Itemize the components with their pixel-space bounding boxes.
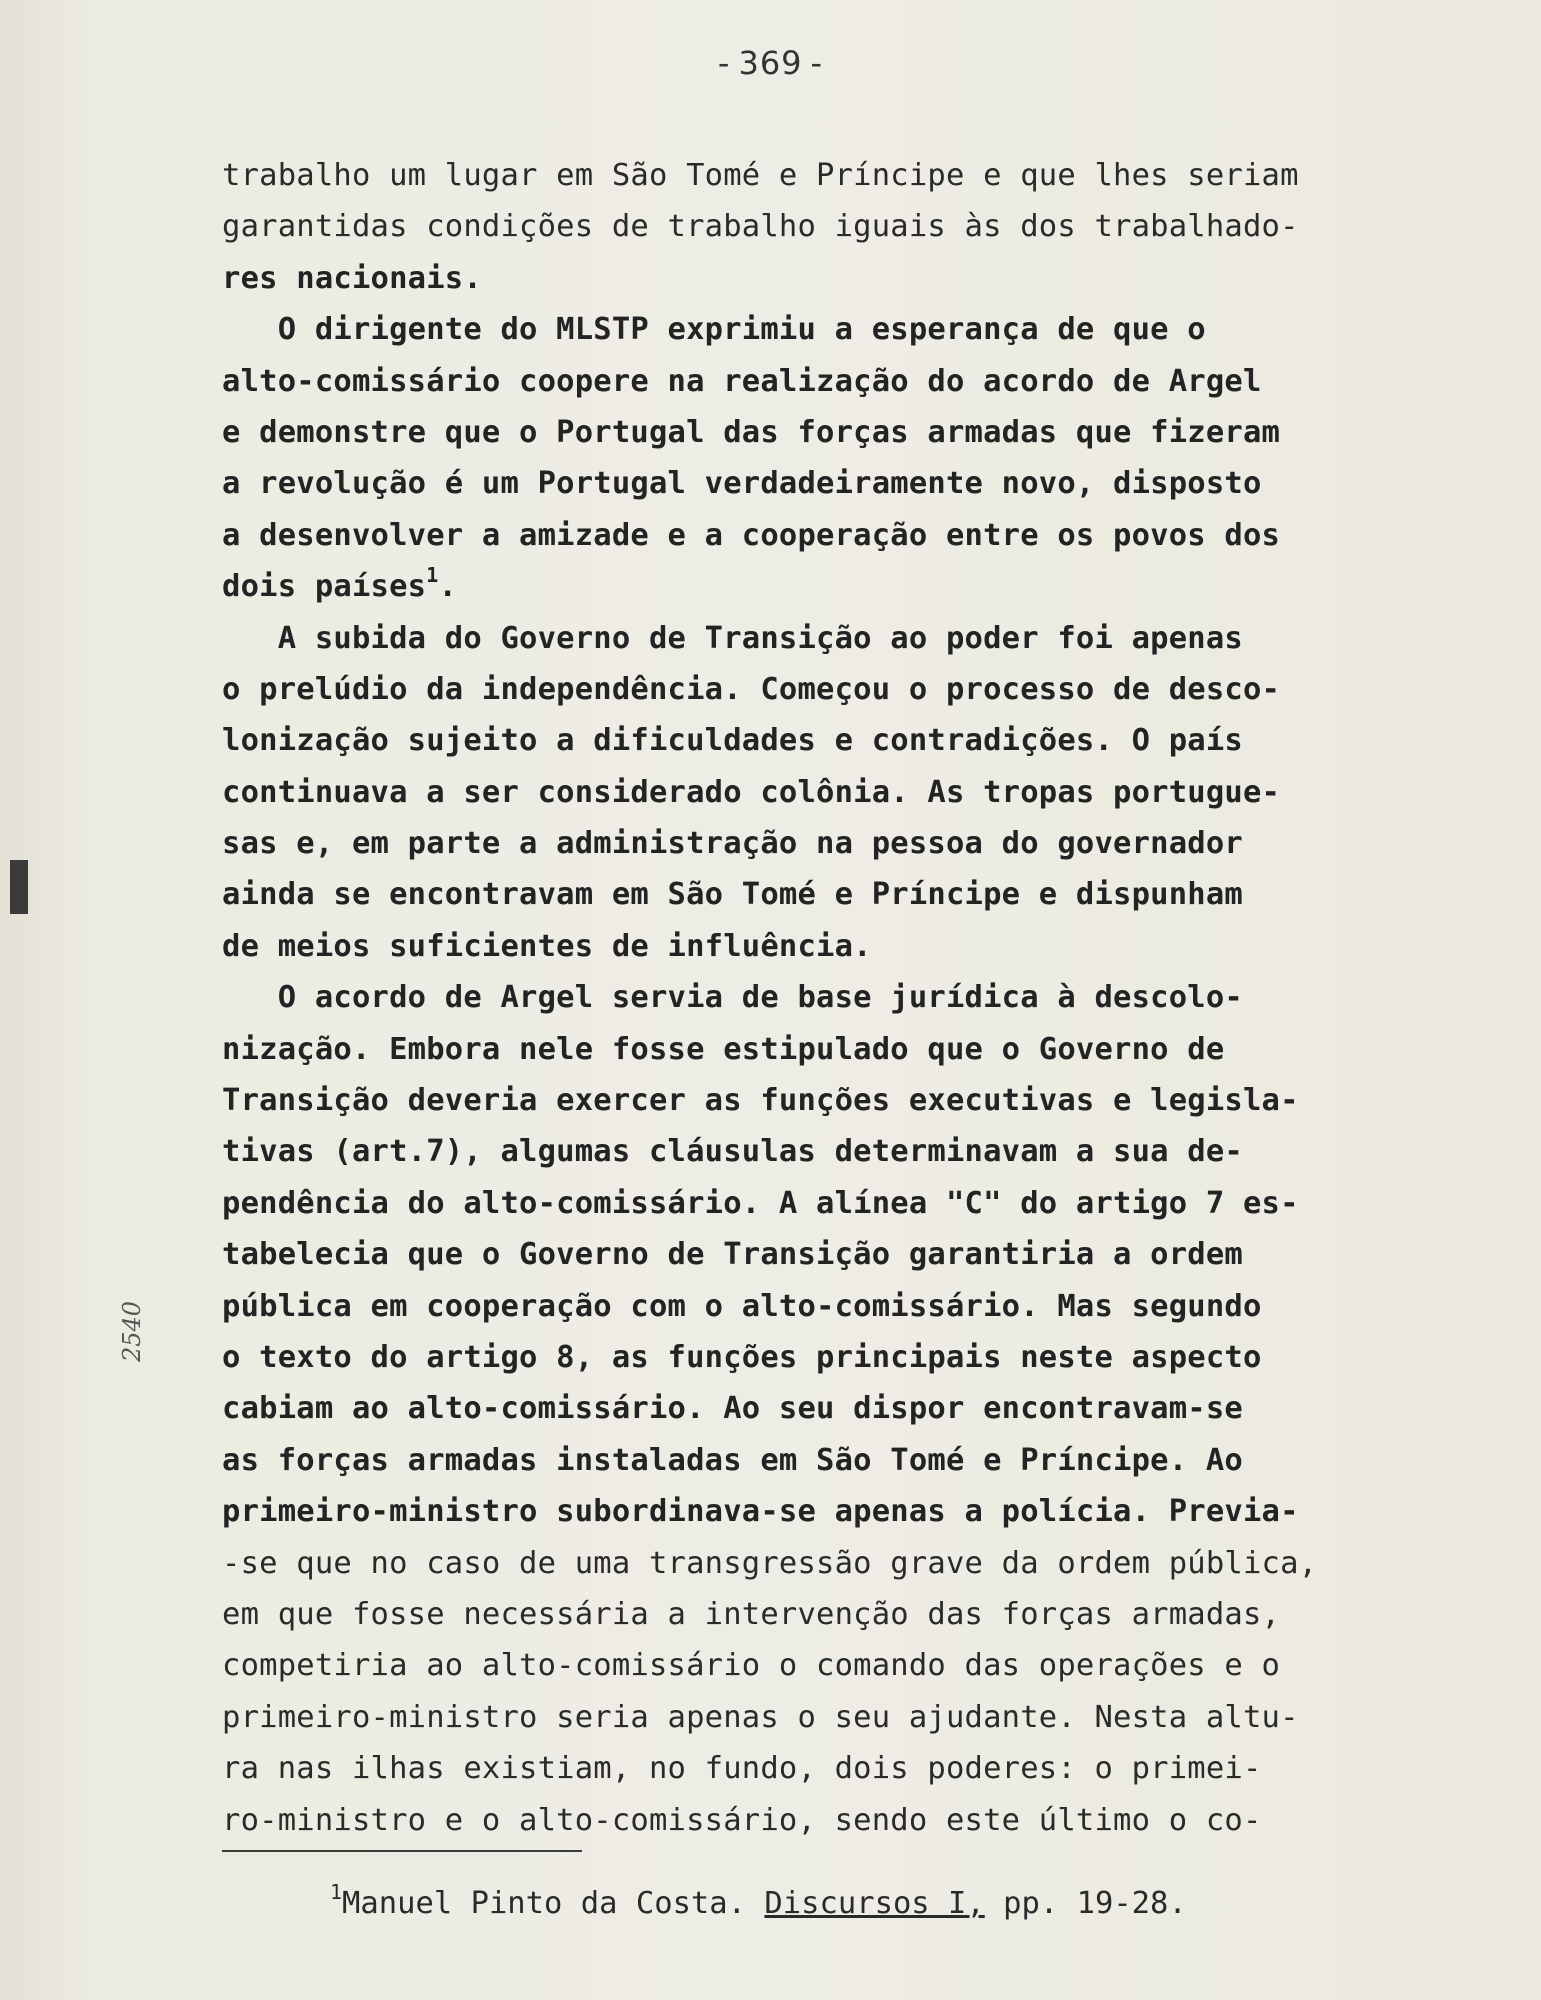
footnote-author: Manuel Pinto da Costa. bbox=[342, 1886, 747, 1921]
text-line-7: a revolução é um Portugal verdadeiramente novo, disposto bbox=[222, 466, 1262, 502]
text-line-31: primeiro-ministro seria apenas o seu ajudante. Nesta altu- bbox=[222, 1699, 1299, 1735]
footnote-pages: pp. 19-28. bbox=[1003, 1886, 1187, 1921]
footnote bbox=[330, 1880, 1187, 1921]
page-number: - 369 - bbox=[717, 44, 824, 82]
text-line-3: res nacionais. bbox=[222, 260, 482, 296]
text-line-16: de meios suficientes de influência. bbox=[222, 928, 872, 964]
text-line-2: garantidas condições de trabalho iguais às dos trabalhado- bbox=[222, 209, 1299, 245]
margin-note-text: 2540 bbox=[118, 1300, 146, 1362]
text-line-28: -se que no caso de uma transgressão grave da ordem pública, bbox=[222, 1545, 1318, 1581]
text-line-18: nização. Embora nele fosse estipulado que o Governo de bbox=[222, 1031, 1225, 1067]
text-line-22: tabelecia que o Governo de Transição garantiria a ordem bbox=[222, 1237, 1243, 1273]
text-line-25: cabiam ao alto-comissário. Ao seu dispor encontravam-se bbox=[222, 1391, 1243, 1427]
text-line-24: o texto do artigo 8, as funções principais neste aspecto bbox=[222, 1339, 1262, 1375]
footnote-divider bbox=[222, 1850, 582, 1852]
text-line-8: a desenvolver a amizade e a cooperação entre os povos dos bbox=[222, 517, 1281, 553]
binder-mark bbox=[10, 860, 28, 914]
text-line-12: lonização sujeito a dificuldades e contradições. O país bbox=[222, 723, 1243, 759]
text-line-11: o prelúdio da independência. Começou o processo de desco- bbox=[222, 671, 1281, 707]
text-line-14: sas e, em parte a administração na pessoa do governador bbox=[222, 826, 1243, 862]
margin-handwritten-note bbox=[118, 1290, 158, 1370]
text-line-27: primeiro-ministro subordinava-se apenas a polícia. Previa- bbox=[222, 1494, 1299, 1530]
text-line-23: pública em cooperação com o alto-comissário. Mas segundo bbox=[222, 1288, 1262, 1324]
text-line-19: Transição deveria exercer as funções executivas e legisla- bbox=[222, 1083, 1299, 1119]
page-number-value: 369 bbox=[738, 44, 803, 82]
text-line-6: e demonstre que o Portugal das forças armadas que fizeram bbox=[222, 414, 1281, 450]
text-line-29: em que fosse necessária a intervenção das forças armadas, bbox=[222, 1596, 1281, 1632]
text-line-1: trabalho um lugar em São Tomé e Príncipe e que lhes seriam bbox=[222, 158, 1299, 193]
text-line-32: ra nas ilhas existiam, no fundo, dois poderes: o primei- bbox=[222, 1751, 1262, 1787]
footnote-reference: 1 bbox=[426, 563, 439, 588]
text-line-4: O dirigente do MLSTP exprimiu a esperança de que o bbox=[222, 312, 1206, 348]
text-line-17: O acordo de Argel servia de base jurídica à descolo- bbox=[222, 980, 1243, 1016]
body-text bbox=[222, 150, 1442, 1846]
text-line-10: A subida do Governo de Transição ao poder foi apenas bbox=[222, 620, 1243, 656]
text-line-26: as forças armadas instaladas em São Tomé e Príncipe. Ao bbox=[222, 1442, 1243, 1478]
text-line-33: ro-ministro e o alto-comissário, sendo este último o co- bbox=[222, 1802, 1262, 1838]
footnote-title: Discursos I, bbox=[764, 1886, 985, 1921]
text-line-30: competiria ao alto-comissário o comando das operações e o bbox=[222, 1648, 1281, 1684]
text-line-9: dois países$^1$. bbox=[222, 563, 458, 605]
text-line-5: alto-comissário coopere na realização do acordo de Argel bbox=[222, 363, 1262, 399]
text-line-21: pendência do alto-comissário. A alínea "C" do artigo 7 es- bbox=[222, 1185, 1299, 1221]
text-line-15: ainda se encontravam em São Tomé e Príncipe e dispunham bbox=[222, 877, 1243, 913]
text-line-20: tivas (art.7), algumas cláusulas determinavam a sua de- bbox=[222, 1134, 1243, 1170]
text-line-13: continuava a ser considerado colônia. As tropas portugue- bbox=[222, 774, 1281, 810]
footnote-marker: 1 bbox=[330, 1880, 343, 1904]
